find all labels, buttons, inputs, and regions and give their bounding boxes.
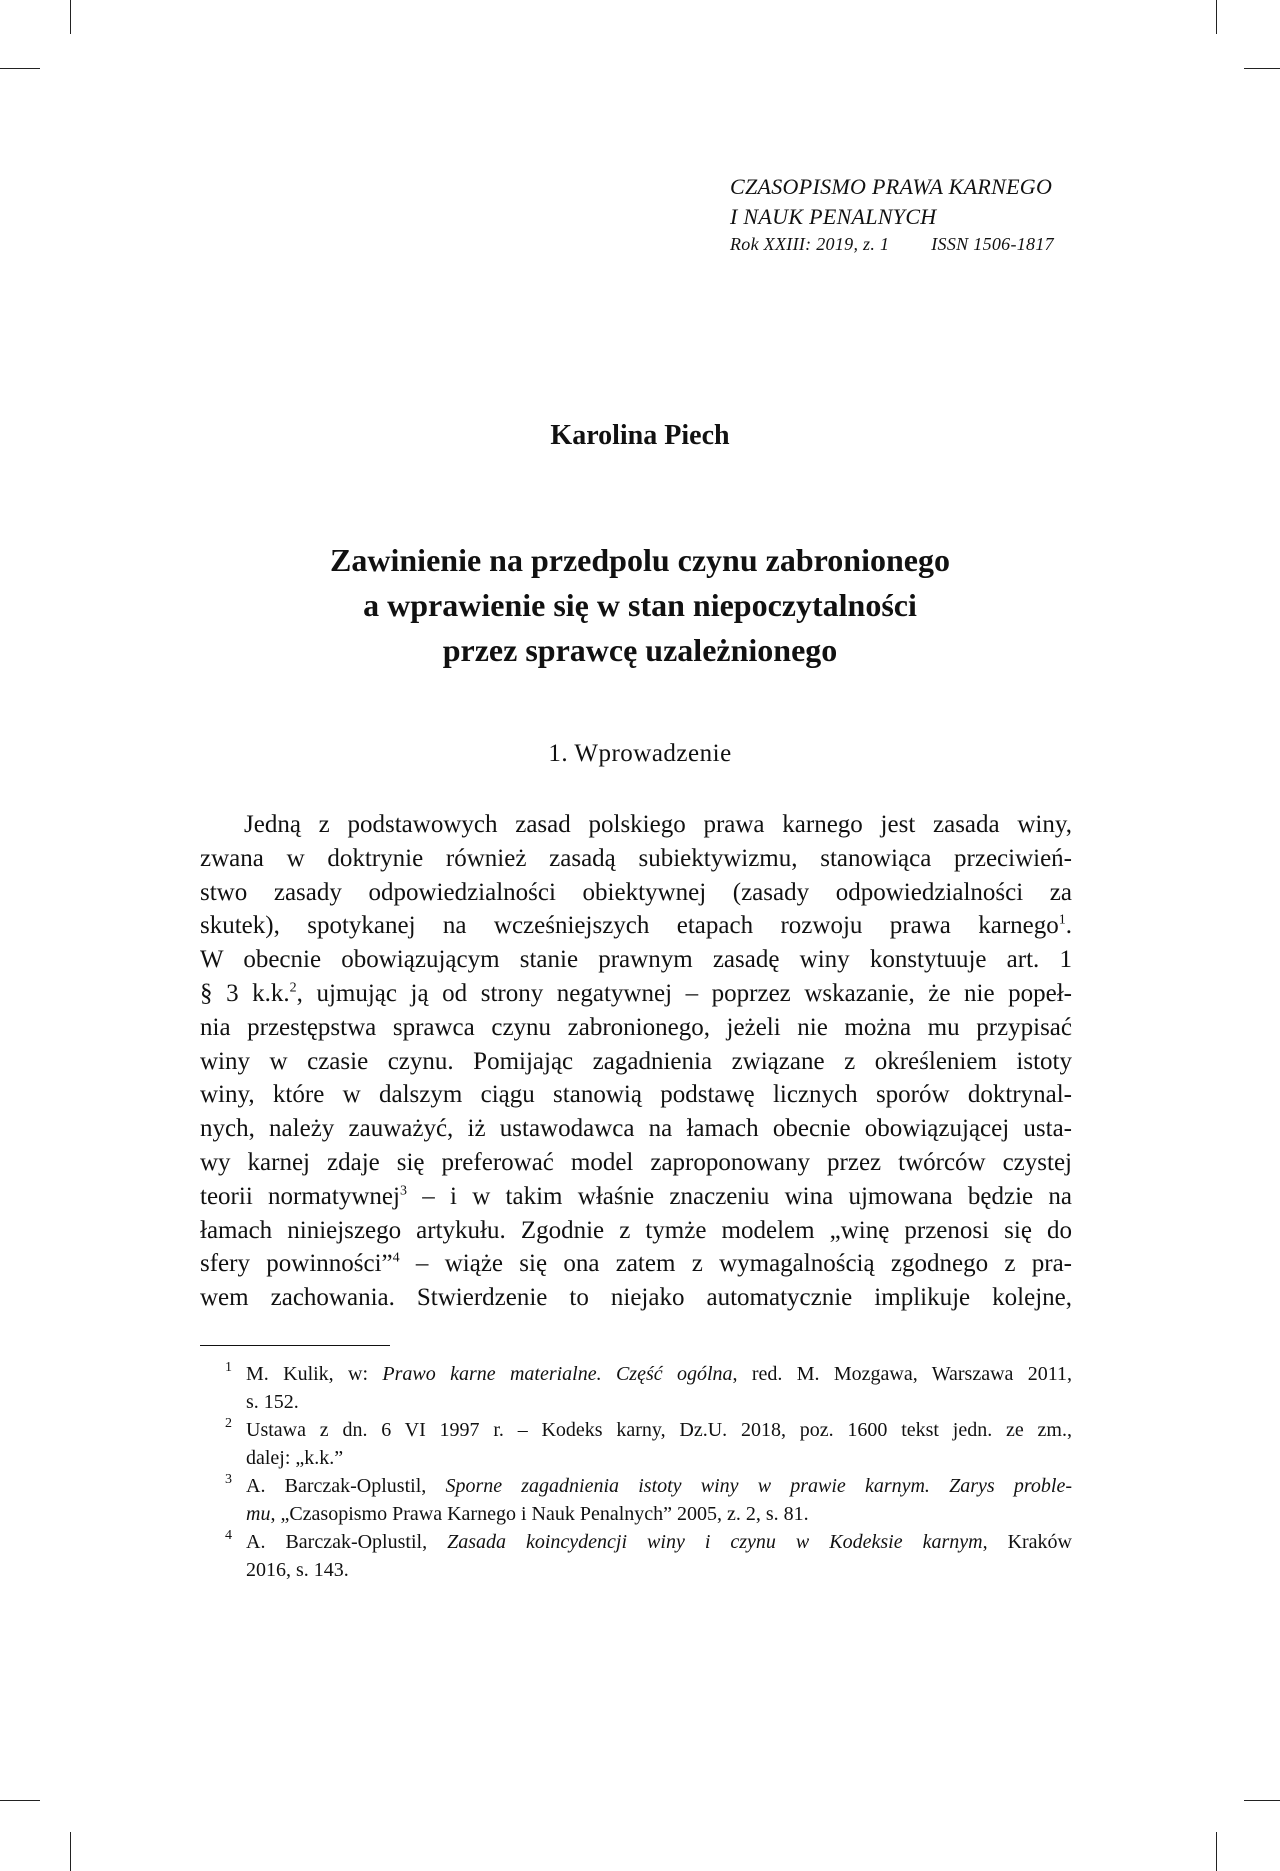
footnote-line — [246, 1500, 1072, 1528]
body-text: § 3 k.k. — [200, 979, 290, 1007]
body-text: teorii normatywnej — [200, 1182, 400, 1210]
body-text: skutek), spotykanej na wcześniejszych etapach rozwoju prawa karnego — [200, 912, 1059, 940]
body-line: łamach niniejszego artykułu. Zgodnie z tymże modelem „winę przenosi się do — [200, 1216, 1072, 1244]
footnote-line — [246, 1528, 1072, 1556]
footnote-line: dalej: „k.k.” — [246, 1447, 344, 1469]
footnote-1 — [200, 1360, 1072, 1416]
body-line — [200, 1180, 1072, 1214]
footnote-3 — [200, 1472, 1072, 1528]
footnote-cited-title: Zasada koincydencji winy i czynu w Kodeksie karnym — [447, 1531, 983, 1553]
footnote-line: Ustawa z dn. 6 VI 1997 r. – Kodeks karny, Dz.U. 2018, poz. 1600 tekst jedn. ze zm., — [246, 1419, 1072, 1441]
body-line: wem zachowania. Stwierdzenie to niejako automatycznie implikuje kolejne, — [200, 1284, 1072, 1312]
body-line: zwana w doktrynie również zasadą subiektywizmu, stanowiąca przeciwień- — [200, 844, 1072, 872]
footnotes — [200, 1360, 1072, 1584]
footnote-number: 2 — [225, 1416, 232, 1431]
crop-mark-top-left-v — [70, 0, 71, 34]
crop-mark-top-right-v — [1216, 0, 1217, 34]
journal-header — [730, 172, 1070, 256]
body-line — [200, 977, 1072, 1011]
footnote-text: M. Kulik, w: — [246, 1363, 383, 1385]
footnote-4 — [200, 1528, 1072, 1584]
footnote-number: 4 — [225, 1528, 232, 1543]
crop-mark-top-right-h — [1244, 68, 1280, 69]
body-line: wy karnej zdaje się preferować model zaproponowany przez twórców czystej — [200, 1148, 1072, 1176]
body-line: W obecnie obowiązującym stanie prawnym zasadę winy konstytuuje art. 1 — [200, 946, 1072, 974]
footnote-text: A. Barczak-Oplustil, — [246, 1531, 448, 1553]
body-text: . — [1065, 912, 1072, 940]
journal-name-line2: I NAUK PENALNYCH — [730, 204, 937, 229]
body-line — [200, 1247, 1072, 1281]
footnote-2 — [200, 1416, 1072, 1472]
footnote-line — [246, 1360, 1072, 1388]
body-text: – i w takim właśnie znaczeniu wina ujmowana będzie na — [406, 1182, 1073, 1210]
crop-mark-bottom-right-v — [1216, 1832, 1217, 1871]
footnote-line — [246, 1472, 1072, 1500]
footnote-cited-title: Sporne zagadnienia istoty winy w prawie karnym. Zarys proble- — [445, 1475, 1072, 1497]
body-line: stwo zasady odpowiedzialności obiektywnej (zasady odpowiedzialności za — [200, 878, 1072, 906]
author-name: Karolina Piech — [550, 420, 730, 451]
footnote-ref[interactable]: 1 — [1058, 913, 1066, 929]
article-title — [0, 538, 1280, 673]
journal-issn: ISSN 1506-1817 — [931, 234, 1054, 254]
journal-issue: Rok XXIII: 2019, z. 1 — [730, 234, 890, 254]
body-line: winy, które w dalszym ciągu stanowią podstawę licznych sporów doktrynal- — [200, 1081, 1072, 1109]
title-line: przez sprawcę uzależnionego — [442, 632, 838, 668]
body-text: sfery powinności” — [200, 1250, 393, 1278]
footnote-ref[interactable]: 3 — [399, 1183, 407, 1199]
footnote-ref[interactable]: 2 — [289, 980, 297, 996]
footnote-cited-title: Prawo karne materialne. Część ogólna — [382, 1363, 733, 1385]
footnote-cited-title: mu — [246, 1503, 271, 1525]
footnote-text: A. Barczak-Oplustil, — [246, 1475, 446, 1497]
section-heading: 1. Wprowadzenie — [548, 740, 732, 767]
footnote-text: , „Czasopismo Prawa Karnego i Nauk Penalnych” 2005, z. 2, s. 81. — [270, 1503, 809, 1525]
crop-mark-bottom-right-h — [1244, 1800, 1280, 1801]
footnote-line: s. 152. — [246, 1391, 299, 1413]
footnote-text: , red. M. Mozgawa, Warszawa 2011, — [732, 1363, 1073, 1385]
body-line: nia przestępstwa sprawca czynu zabronionego, jeżeli nie można mu przypisać — [200, 1013, 1072, 1041]
footnote-line: 2016, s. 143. — [246, 1559, 349, 1581]
body-line: Jedną z podstawowych zasad polskiego prawa karnego jest zasada winy, — [244, 811, 1072, 838]
footnote-ref[interactable]: 4 — [392, 1251, 400, 1267]
body-line — [200, 909, 1072, 943]
crop-mark-bottom-left-h — [0, 1800, 40, 1801]
footnote-number: 3 — [225, 1472, 232, 1487]
body-line: nych, należy zauważyć, iż ustawodawca na łamach obecnie obowiązującej usta- — [200, 1115, 1072, 1143]
crop-mark-top-left-h — [0, 68, 40, 69]
body-paragraph — [200, 808, 1072, 1315]
body-line: winy w czasie czynu. Pomijając zagadnienia związane z określeniem istoty — [200, 1047, 1072, 1075]
title-line: a wprawienie się w stan niepoczytalności — [363, 587, 917, 623]
journal-name-line1: CZASOPISMO PRAWA KARNEGO — [730, 174, 1053, 199]
journal-meta — [730, 232, 1070, 256]
crop-mark-bottom-left-v — [70, 1832, 71, 1871]
footnote-number: 1 — [225, 1360, 232, 1375]
body-text: , ujmując ją od strony negatywnej – poprzez wskazanie, że nie popeł- — [296, 979, 1073, 1007]
title-line: Zawinienie na przedpolu czynu zabronionego — [330, 542, 950, 578]
footnote-separator — [200, 1345, 390, 1346]
body-text: – wiąże się ona zatem z wymagalnością zgodnego z pra- — [399, 1250, 1072, 1278]
footnote-text: , Kraków — [982, 1531, 1072, 1553]
